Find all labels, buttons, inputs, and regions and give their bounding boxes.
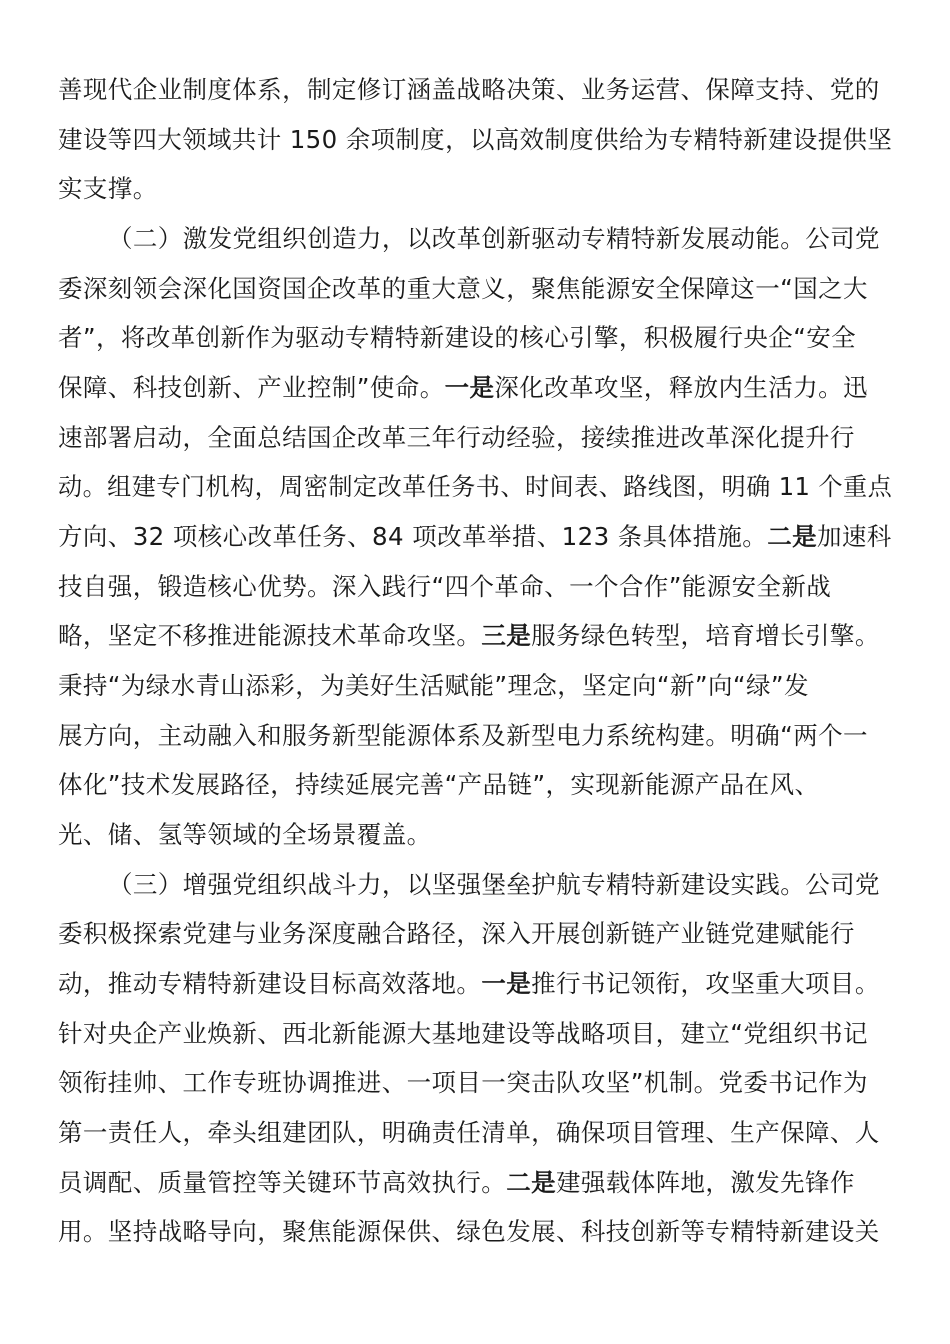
section-heading-line: （二）激发党组织创造力，以改革创新驱动专精特新发展动能。公司党 xyxy=(108,224,880,253)
bold-marker: 一是 xyxy=(481,969,532,998)
text-line: 体化”技术发展路径，持续延展完善“产品链”，实现新能源产品在风、 xyxy=(58,770,820,799)
text-line: 动。组建专门机构，周密制定改革任务书、时间表、路线图，明确 11 个重点 xyxy=(58,472,893,501)
text-line: 方向、32 项核心改革任务、84 项改革举措、123 条具体措施。二是加速科 xyxy=(58,522,892,551)
text-line: 员调配、质量管控等关键环节高效执行。二是建强载体阵地，激发先锋作 xyxy=(58,1168,855,1197)
bold-marker: 二是 xyxy=(767,522,817,551)
text-line: 针对央企产业焕新、西北新能源大基地建设等战略项目，建立“党组织书记 xyxy=(58,1019,868,1048)
text-line: 者”，将改革创新作为驱动专精特新建设的核心引擎，积极履行央企“安全 xyxy=(58,323,857,352)
text-line: 善现代企业制度体系，制定修订涵盖战略决策、业务运营、保障支持、党的 xyxy=(58,75,880,104)
bold-marker: 一是 xyxy=(444,373,495,402)
text-line: 展方向，主动融入和服务新型能源体系及新型电力系统构建。明确“两个一 xyxy=(58,721,868,750)
text-line: 光、储、氢等领域的全场景覆盖。 xyxy=(58,820,432,849)
text-line: 领衔挂帅、工作专班协调推进、一项目一突击队攻坚”机制。党委书记作为 xyxy=(58,1068,868,1097)
text-line: 委积极探索党建与业务深度融合路径，深入开展创新链产业链党建赋能行 xyxy=(58,919,855,948)
text-line: 动，推动专精特新建设目标高效落地。一是推行书记领衔，攻坚重大项目。 xyxy=(58,969,880,998)
text-line: 略，坚定不移推进能源技术革命攻坚。三是服务绿色转型，培育增长引擎。 xyxy=(58,621,880,650)
text-line: 实支撑。 xyxy=(58,174,158,203)
section-heading-line: （三）增强党组织战斗力，以坚强堡垒护航专精特新建设实践。公司党 xyxy=(108,870,880,899)
text-line: 委深刻领会深化国资国企改革的重大意义，聚焦能源安全保障这一“国之大 xyxy=(58,274,868,303)
text-line: 技自强，锻造核心优势。深入践行“四个革命、一个合作”能源安全新战 xyxy=(58,572,832,601)
bold-marker: 三是 xyxy=(481,621,532,650)
text-line: 保障、科技创新、产业控制”使命。一是深化改革攻坚，释放内生活力。迅 xyxy=(58,373,868,402)
text-line: 秉持“为绿水青山添彩，为美好生活赋能”理念，坚定向“新”向“绿”发 xyxy=(58,671,809,700)
text-line: 建设等四大领域共计 150 余项制度，以高效制度供给为专精特新建设提供坚 xyxy=(58,125,893,154)
text-line: 第一责任人，牵头组建团队，明确责任清单，确保项目管理、生产保障、人 xyxy=(58,1118,880,1147)
bold-marker: 二是 xyxy=(506,1168,557,1197)
text-line: 用。坚持战略导向，聚焦能源保供、绿色发展、科技创新等专精特新建设关 xyxy=(58,1217,880,1246)
text-line: 速部署启动，全面总结国企改革三年行动经验，接续推进改革深化提升行 xyxy=(58,423,855,452)
